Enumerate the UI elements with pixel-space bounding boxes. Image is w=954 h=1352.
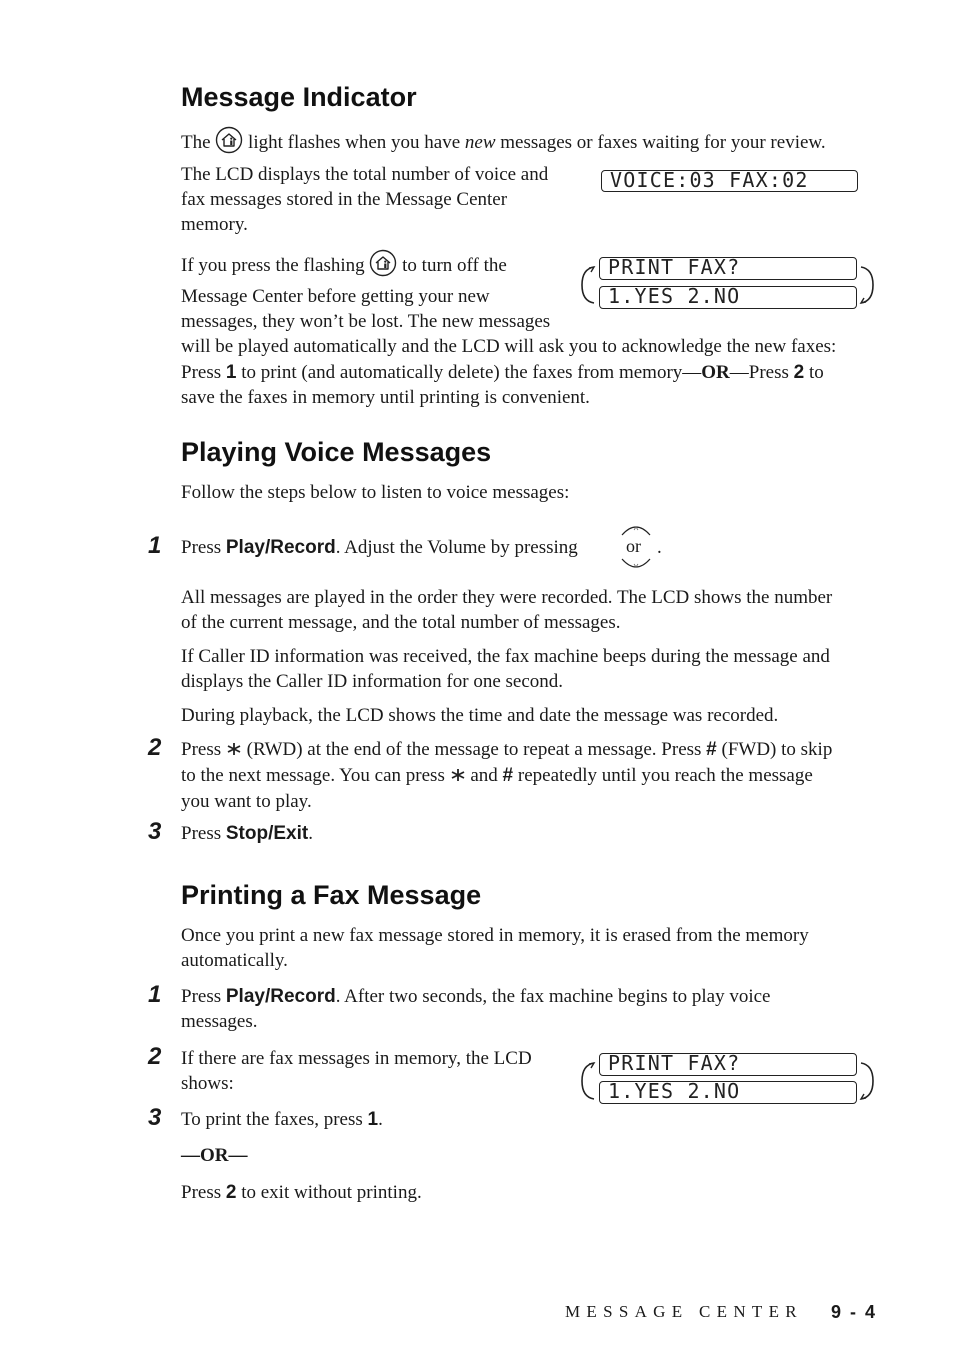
emphasis-new: new — [464, 131, 496, 153]
text-line: will be played automatically and the LCD will ask you to acknowledge the new faxes: — [181, 336, 837, 357]
text-run: messages or faxes waiting for your review. — [500, 131, 826, 153]
lcd-display-line-1: PRINT FAX? — [599, 1053, 857, 1076]
caller-id-paragraph — [181, 644, 901, 694]
key-2: 2 — [225, 1182, 237, 1203]
key-1: 1 — [367, 1109, 379, 1130]
text-line: save the faxes in memory until printing is convenient. — [181, 387, 590, 408]
text-line: Once you print a new fax message stored in memory, it is erased from the memory — [181, 925, 809, 946]
text-run: to turn off the — [402, 254, 507, 276]
text-line: fax messages stored in the Message Center — [181, 189, 508, 210]
playing-intro: Follow the steps below to listen to voice messages: — [181, 482, 570, 503]
text-run: Press — [181, 362, 222, 383]
text-run: to the next message. You can press — [181, 765, 445, 787]
play-record-key: Play/Record — [225, 986, 336, 1007]
fwd-key: # — [706, 739, 717, 760]
text-run: to print (and automatically delete) the faxes from memory— — [241, 362, 702, 383]
lcd-display-voice-fax: VOICE:03 FAX:02 — [601, 170, 858, 192]
text-run: If you press the flashing — [181, 254, 365, 276]
text-line: messages, they won’t be lost. The new messages — [181, 311, 551, 332]
text-run: . Adjust the Volume by pressing — [335, 537, 578, 558]
volume-up-down-icon — [616, 522, 656, 572]
text-run: To print the faxes, press — [181, 1109, 363, 1130]
star-key-icon — [226, 738, 242, 763]
message-center-button-icon — [215, 126, 243, 161]
lcd-display-line-1: PRINT FAX? — [599, 257, 857, 280]
or-separator: —OR— — [181, 1145, 248, 1166]
text-run: Press — [181, 739, 222, 760]
star-key-icon — [450, 764, 466, 789]
text-line: If there are fax messages in memory, the LCD — [181, 1048, 532, 1069]
step-number: 3 — [148, 818, 162, 845]
text-run: Press — [181, 537, 222, 558]
or-label: or — [626, 536, 641, 556]
period: . — [308, 823, 313, 844]
text-run: (RWD) at the end of the message to repeat a message. Press — [246, 739, 702, 760]
text-run: and — [470, 765, 498, 787]
text-line: shows: — [181, 1073, 234, 1094]
step-number: 2 — [148, 734, 162, 761]
heading-message-indicator: Message Indicator — [181, 82, 417, 112]
print-or-save-paragraph — [181, 360, 901, 410]
period: . — [378, 1109, 383, 1130]
or-emphasis: OR — [701, 362, 730, 383]
lcd-bracket-left — [580, 265, 596, 305]
lcd-bracket-left — [580, 1061, 596, 1101]
playback-order-paragraph — [181, 585, 901, 635]
text-line: All messages are played in the order they were recorded. The LCD shows the number — [181, 587, 833, 608]
text-run: light flashes when you have — [248, 131, 461, 153]
lcd-bracket-right — [859, 265, 875, 305]
page-footer — [565, 1300, 877, 1324]
lcd-display-line-2: 1.YES 2.NO — [599, 286, 857, 309]
lcd-bracket-right — [859, 1061, 875, 1101]
text-line: messages. — [181, 1011, 258, 1032]
step1-text — [181, 535, 578, 560]
key-1: 1 — [225, 362, 237, 383]
step-number: 2 — [148, 1043, 162, 1070]
text-run: to exit without printing. — [241, 1182, 422, 1203]
print-step2-text — [181, 1046, 581, 1096]
step2-text — [181, 737, 901, 814]
period: . — [657, 537, 662, 558]
step3-text — [181, 821, 313, 846]
play-record-key: Play/Record — [225, 537, 336, 558]
step-number: 1 — [148, 532, 162, 559]
text-line: displays the Caller ID information for one second. — [181, 671, 564, 692]
text-line: If Caller ID information was received, the fax machine beeps during the message and — [181, 646, 830, 667]
text-run: —Press — [729, 362, 789, 383]
indicator-paragraph — [181, 126, 826, 161]
text-line: The LCD displays the total number of voice and — [181, 164, 549, 185]
text-line: memory. — [181, 214, 248, 235]
lcd-display-line-2: 1.YES 2.NO — [599, 1081, 857, 1104]
printing-intro — [181, 923, 901, 973]
print-step1-text — [181, 984, 901, 1034]
text-line: you want to play. — [181, 791, 312, 813]
text-run: to — [808, 362, 824, 383]
playback-time-paragraph: During playback, the LCD shows the time and date the message was recorded. — [181, 705, 779, 726]
text-line: Message Center before getting your new — [181, 286, 490, 307]
footer-section-title: MESSAGE CENTER — [565, 1302, 803, 1321]
text-run: Press — [181, 823, 222, 844]
text-run: Press — [181, 1182, 222, 1203]
exit-instruction — [181, 1180, 422, 1205]
text-line: of the current message, and the total number of messages. — [181, 612, 621, 633]
page-number: 9 - 4 — [830, 1302, 877, 1322]
text-line: automatically. — [181, 950, 288, 971]
text-run: The — [181, 131, 211, 153]
text-run: (FWD) to skip — [721, 739, 833, 760]
heading-printing-fax-message: Printing a Fax Message — [181, 880, 482, 910]
step-number: 3 — [148, 1104, 162, 1131]
text-run: . After two seconds, the fax machine begins to play voice — [335, 986, 771, 1007]
text-run: repeatedly until you reach the message — [517, 765, 813, 787]
fwd-key: # — [502, 765, 514, 787]
stop-exit-key: Stop/Exit — [225, 823, 309, 844]
message-center-button-icon — [369, 249, 397, 284]
lcd-description — [181, 162, 581, 237]
print-step3-text — [181, 1107, 383, 1132]
text-run: Press — [181, 986, 222, 1007]
heading-playing-voice-messages: Playing Voice Messages — [181, 437, 492, 467]
key-2: 2 — [793, 362, 805, 383]
step-number: 1 — [148, 981, 162, 1008]
